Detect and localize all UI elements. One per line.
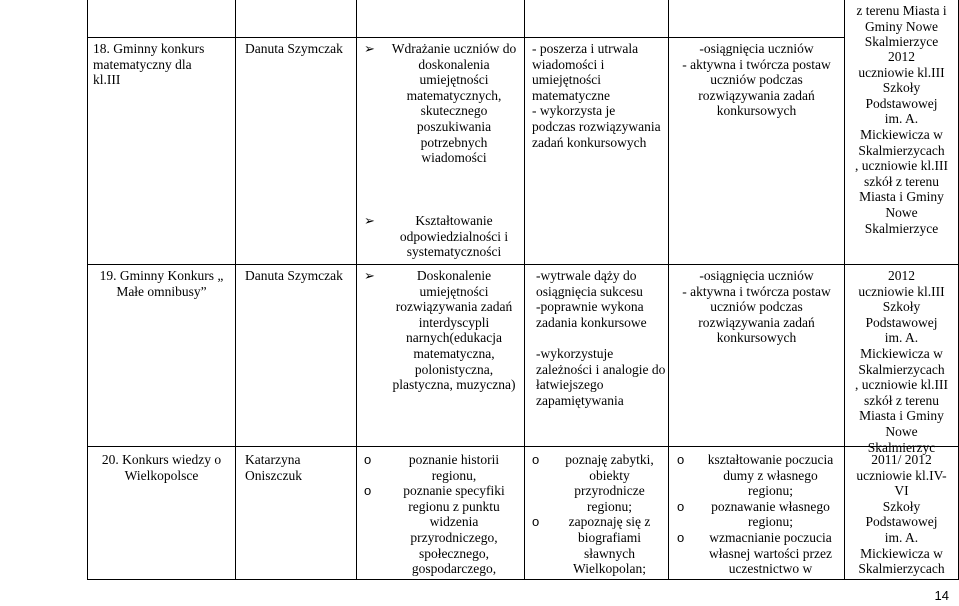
list-item: o kształtowanie poczucia dumy z własnego regionu; [677,452,834,499]
list-item: ➢ Doskonalenie umiejętności rozwiązywania zadań interdyscypli narnych(edukacja matematyczna, polonistyczna, plastyczna, muzyczna) [364,268,516,393]
teacher-cell: Katarzyna Oniszczuk [245,452,302,483]
teacher-cell: Danuta Szymczak [245,41,343,56]
circle-bullet-icon: o [364,483,372,499]
student-outcomes-list [532,452,667,577]
achievements-cell: -osiągnięcia uczniów - aktywna i twórcza postaw uczniów podczas rozwiązywania zadań konkursowych [682,268,831,346]
student-outcomes-cell: - poszerza i utrwala wiadomości i umiejętności matematyczne - wykorzysta je podczas rozwiązywania zadań konkursowych [532,41,661,150]
circle-bullet-icon: o [677,529,685,545]
list-item: o zapoznaję się z biografiami sławnych Wielkopolan; [532,514,651,577]
student-outcomes-cell: -wytrwale dąży do osiągnięcia sukcesu -poprawnie wykona zadania konkursowe -wykorzystuje zależności i analogie do łatwiejszego zapamiętywania [536,268,666,408]
circle-bullet-icon: o [364,452,372,467]
goals-list [364,41,524,260]
table-border [235,0,236,580]
competition-cell: 19. Gminny Konkurs „ Małe omnibusy” [99,268,224,299]
date-place-cell: 2012 uczniowie kl.III Szkoły Podstawowej im. A. Mickiewicza w Skalmierzycach , uczniowie kl.III szkół z terenu Miasta i Gminy Nowe Skalmierzyce [855,49,948,236]
page-number: 14 [934,588,949,604]
circle-bullet-icon: o [677,498,685,514]
arrow-bullet-icon: ➢ [364,41,375,56]
table-border [87,264,959,265]
teacher-cell: Danuta Szymczak [245,268,343,283]
list-item: o poznanie historii regionu, [364,452,500,483]
arrow-bullet-icon: ➢ [364,268,375,283]
table-border [356,0,357,580]
competition-cell: 18. Gminny konkurs matematyczny dla kl.III [93,41,205,88]
date-place-cell-continuation: z terenu Miasta i Gminy Nowe Skalmierzyce [856,3,947,50]
list-item: o poznawanie własnego regionu; [677,498,830,530]
competition-cell: 20. Konkurs wiedzy o Wielkopolsce [101,452,222,483]
list-item: ➢ Wdrażanie uczniów do doskonalenia umiejętności matematycznych, skutecznego poszukiwania potrzebnych wiadomości [364,41,517,166]
table-border [87,37,844,38]
table-border [524,0,525,580]
circle-bullet-icon: o [532,452,540,467]
achievements-list [677,452,844,577]
arrow-bullet-icon: ➢ [364,213,375,228]
table-border [87,446,959,447]
circle-bullet-icon: o [532,514,540,530]
goals-list [364,452,524,577]
date-place-cell: 2012 uczniowie kl.III Szkoły Podstawowej im. A. Mickiewicza w Skalmierzycach , uczniowie kl.III szkół z terenu Miasta i Gminy Nowe Skalmierzyc [855,268,948,455]
list-item: o poznaję zabytki, obiekty przyrodnicze regionu; [532,452,654,514]
achievements-cell: -osiągnięcia uczniów - aktywna i twórcza postaw uczniów podczas rozwiązywania zadań konkursowych [682,41,831,119]
circle-bullet-icon: o [677,452,685,467]
list-item: o wzmacnianie poczucia własnej wartości przez uczestnictwo w [677,529,832,577]
date-place-cell: 2011/ 2012 uczniowie kl.IV- VI Szkoły Podstawowej im. A. Mickiewicza w Skalmierzycach [856,452,947,577]
list-item: ➢ Kształtowanie odpowiedzialności i systematyczności [364,213,509,260]
goals-list [364,268,524,393]
list-item: o poznanie specyfiki regionu z punktu widzenia przyrodniczego, społecznego, gospodarczego, [364,483,505,577]
table-border [87,579,959,580]
